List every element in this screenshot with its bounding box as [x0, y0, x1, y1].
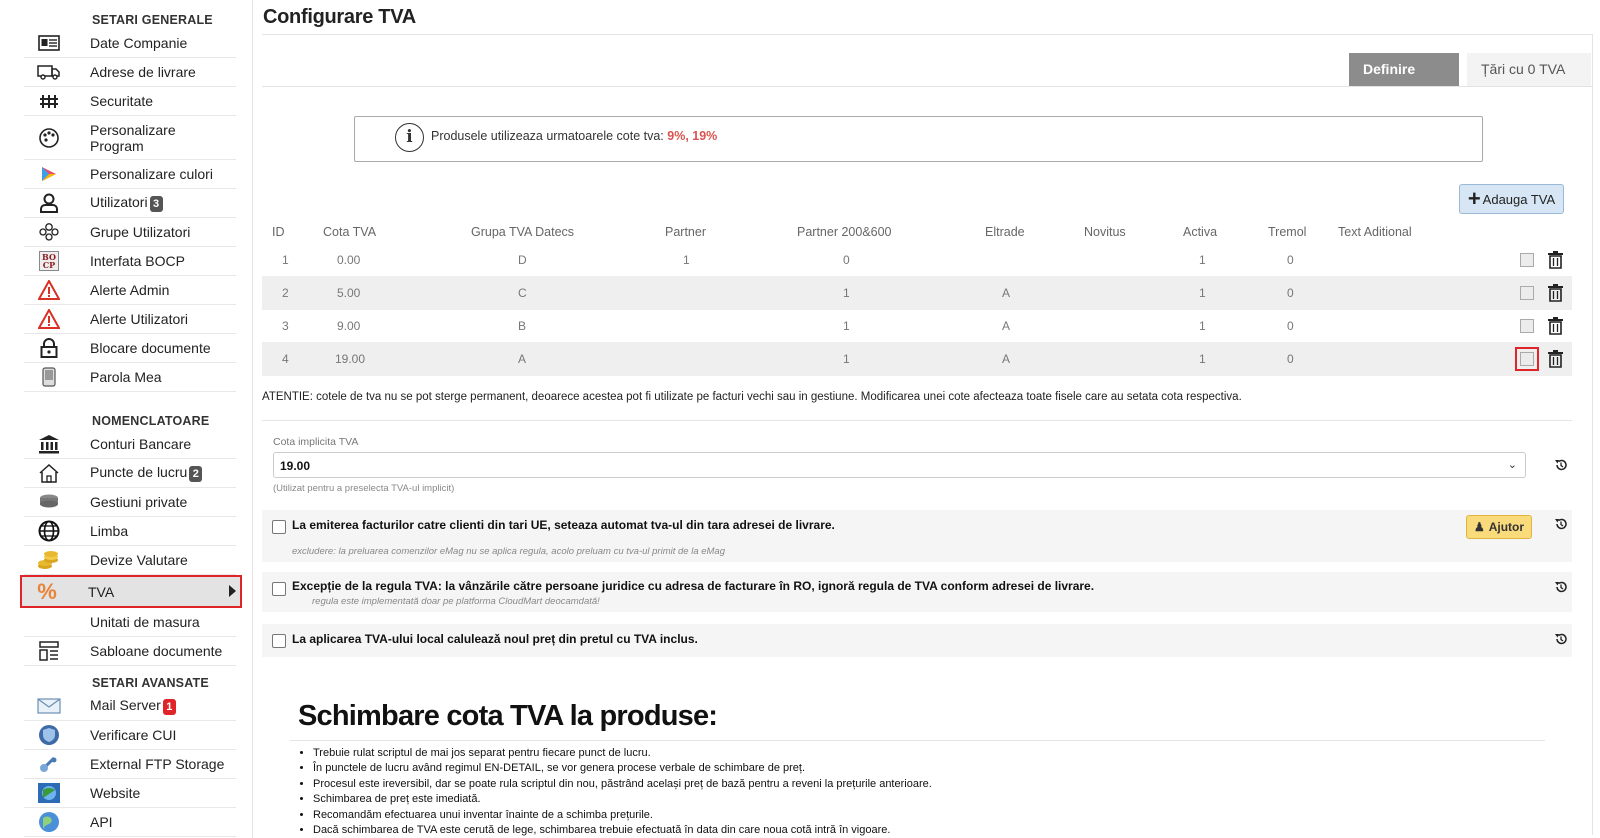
- sidebar-item-utilizatori[interactable]: [24, 189, 236, 218]
- cell-partner: 1: [683, 253, 690, 267]
- id-card-icon: [24, 35, 74, 51]
- help-button[interactable]: [1466, 515, 1532, 539]
- trash-icon[interactable]: [1548, 350, 1563, 368]
- user-group-icon: [24, 222, 74, 242]
- option-text: La aplicarea TVA-ului local caluleazǎ noul preț din pretul cu TVA inclus.: [292, 632, 698, 646]
- phone-icon: [24, 367, 74, 387]
- sidebar-item-label: Adrese de livrare: [90, 64, 196, 80]
- edit-icon[interactable]: [1520, 253, 1534, 267]
- cell-activa: 1: [1199, 253, 1206, 267]
- tab-tari-0-tva[interactable]: Țări cu 0 TVA: [1467, 53, 1591, 86]
- col-header-grupa: Grupa TVA Datecs: [471, 225, 575, 239]
- history-icon[interactable]: [1554, 458, 1568, 472]
- house-icon: [24, 463, 74, 483]
- edit-icon[interactable]: [1520, 319, 1534, 333]
- sidebar-item-sabloane-documente[interactable]: [24, 637, 236, 666]
- page-title: Configurare TVA: [263, 6, 416, 28]
- help-label: Ajutor: [1488, 520, 1525, 534]
- ftp-icon: [24, 754, 74, 774]
- sidebar-item-conturi-bancare[interactable]: [24, 430, 236, 459]
- percent-icon: %: [37, 578, 57, 604]
- option-text: Excepție de la regula TVA: la vânzările către persoane juridice cu adresa de facturare în RO, ignoră regula de TVA conform adresei de livrare.: [292, 579, 1095, 593]
- sidebar-item-label: Alerte Utilizatori: [90, 311, 189, 327]
- mail-icon: [24, 698, 74, 714]
- svg-text:BO: BO: [42, 252, 56, 262]
- cell-eltrade: A: [1002, 352, 1011, 366]
- website-icon: [24, 782, 74, 804]
- fence-icon: [24, 93, 74, 109]
- edit-icon[interactable]: [1520, 352, 1534, 366]
- sidebar-item-tva[interactable]: [20, 575, 242, 608]
- cota-implicita-value: 19.00: [280, 459, 311, 473]
- option-subtext: excludere: la preluarea comenzilor eMag nu se aplica regula, acolo preluam cu tva-ul primit de la eMag: [292, 546, 726, 557]
- sidebar-item-gestiuni-private[interactable]: [24, 488, 236, 517]
- col-header-partner200: Partner 200&600: [797, 225, 892, 239]
- sidebar-item-label: Conturi Bancare: [90, 436, 192, 452]
- warning-text: ATENTIE: cotele de tva nu se pot sterge permanent, deoarece acestea pot fi utilizate pe facturi vechi sau in gestiune. Modificarea unei cote afecteaza toate fisele care au setata cota respectiva.: [262, 391, 1242, 403]
- sidebar-item-label: Alerte Admin: [90, 282, 170, 298]
- list-item: • Schimbarea de preț este imediată.: [313, 792, 932, 807]
- cell-partner200: 1: [843, 286, 850, 300]
- cell-partner200: 0: [843, 253, 850, 267]
- cell-eltrade: A: [1002, 319, 1011, 333]
- chevron-down-icon: ⌄: [1507, 459, 1517, 471]
- sidebar-item-label: Blocare documente: [90, 340, 211, 356]
- cell-cota: 19.00: [335, 352, 366, 366]
- table-row: [262, 244, 1572, 277]
- divider: [290, 740, 1545, 741]
- cell-id: 3: [282, 319, 289, 333]
- count-badge: 1: [163, 699, 176, 715]
- sidebar-item-label: Personalizare Program: [90, 121, 176, 154]
- sidebar-item-unitati-masura[interactable]: [24, 608, 236, 637]
- sidebar-item-label: Parola Mea: [90, 369, 162, 385]
- sidebar-item-limba[interactable]: [24, 517, 236, 546]
- cell-grupa: B: [518, 319, 527, 333]
- sidebar-item-adrese-livrare[interactable]: [24, 58, 236, 87]
- warning-icon: [24, 280, 74, 300]
- trash-icon[interactable]: [1548, 317, 1563, 335]
- sidebar-item-personalizare-culori[interactable]: [24, 160, 236, 189]
- sidebar-item-securitate[interactable]: [24, 87, 236, 116]
- cell-partner200: 1: [843, 352, 850, 366]
- cell-activa: 1: [1199, 286, 1206, 300]
- sidebar-item-api[interactable]: [24, 808, 236, 837]
- sidebar-item-label: Securitate: [90, 93, 154, 109]
- template-icon: [24, 641, 74, 661]
- sidebar-item-label: Interfata BOCP: [90, 253, 185, 269]
- divider: [262, 420, 1572, 421]
- cell-grupa: A: [518, 352, 527, 366]
- cell-id: 4: [282, 352, 289, 366]
- cell-grupa: C: [518, 286, 527, 300]
- info-rates: 9%, 19%: [667, 129, 718, 143]
- cell-cota: 5.00: [337, 286, 361, 300]
- help-person-icon: ♟: [1473, 520, 1485, 534]
- sidebar-item-external-ftp[interactable]: [24, 750, 236, 779]
- sidebar-item-interfata-bocp[interactable]: [24, 247, 236, 276]
- col-header-novitus: Novitus: [1084, 225, 1126, 239]
- sidebar-item-label: Gestiuni private: [90, 494, 188, 510]
- sidebar-item-date-companie[interactable]: [24, 29, 236, 58]
- warning-icon: [24, 309, 74, 329]
- sidebar-item-label: Devize Valutare: [90, 552, 188, 568]
- sidebar-item-blocare-documente[interactable]: [24, 334, 236, 363]
- edit-icon[interactable]: [1520, 286, 1534, 300]
- sidebar-item-label: Verificare CUI: [90, 727, 177, 743]
- sidebar-item-label: Limba: [90, 523, 129, 539]
- option-row-local: [262, 624, 1572, 657]
- sidebar-item-label: Sabloane documente: [90, 643, 223, 659]
- cell-partner200: 1: [843, 319, 850, 333]
- schimbare-list: [299, 746, 932, 838]
- sidebar-item-alerte-utilizatori[interactable]: [24, 305, 236, 334]
- table-row: [262, 310, 1572, 343]
- info-box: [354, 116, 1483, 162]
- history-icon[interactable]: [1554, 517, 1568, 531]
- list-item: • În punctele de lucru având regimul EN-DETAIL, se vor genera procese verbale de schimbare de preț.: [313, 761, 932, 776]
- sidebar-item-label: Mail Server 1: [74, 697, 176, 714]
- section-title-setari-generale: SETARI GENERALE: [92, 13, 213, 27]
- stack-icon: [24, 493, 74, 511]
- sidebar-item-devize-valutare[interactable]: [24, 546, 236, 575]
- table-row: [262, 277, 1572, 310]
- color-shape-icon: [24, 166, 74, 182]
- table-row: [262, 343, 1572, 376]
- coins-icon: [24, 549, 74, 571]
- sidebar-item-verificare-cui[interactable]: [24, 721, 236, 750]
- sidebar-item-parola-mea[interactable]: [24, 363, 236, 392]
- sidebar-item-label: Date Companie: [90, 35, 188, 51]
- sidebar-item-label: Personalizare culori: [90, 166, 213, 182]
- history-icon[interactable]: [1554, 632, 1568, 646]
- cell-tremol: 0: [1287, 319, 1294, 333]
- col-header-tremol: Tremol: [1268, 225, 1307, 239]
- truck-icon: [24, 64, 74, 80]
- option-row-ue: [262, 510, 1572, 562]
- col-header-text-aditional: Text Aditional: [1338, 225, 1412, 239]
- cota-implicita-select[interactable]: [273, 452, 1526, 478]
- info-text: Produsele utilizeaza urmatoarele cote tva: 9%, 19%: [431, 129, 718, 143]
- tab-definire-tva[interactable]: Definire TVA: [1349, 53, 1459, 86]
- sidebar-item-alerte-admin[interactable]: [24, 276, 236, 305]
- svg-text:CP: CP: [42, 260, 56, 270]
- sidebar-item-label: Unitati de masura: [90, 614, 200, 630]
- option-row-exceptie: [262, 572, 1572, 612]
- section-title-nomenclatoare: NOMENCLATOARE: [92, 414, 210, 428]
- cell-tremol: 0: [1287, 253, 1294, 267]
- cell-cota: 9.00: [337, 319, 361, 333]
- checkbox-ue[interactable]: [272, 520, 286, 534]
- sidebar-item-website[interactable]: [24, 779, 236, 808]
- cell-activa: 1: [1199, 319, 1206, 333]
- sidebar-item-label: Website: [90, 785, 141, 801]
- section-title-setari-avansate: SETARI AVANSATE: [92, 676, 209, 690]
- col-header-partner: Partner: [665, 225, 706, 239]
- checkbox-local[interactable]: [272, 634, 286, 648]
- cota-implicita-note: (Utilizat pentru a preselecta TVA-ul implicit): [273, 483, 455, 494]
- api-globe-icon: [24, 811, 74, 833]
- list-item: • Procesul este ireversibil, dar se poate rula scriptul din nou, păstrând același preț de bază pentru a reveni la prețurile anterioare.: [313, 777, 932, 792]
- cell-id: 1: [282, 253, 289, 267]
- sidebar-item-personalizare-program[interactable]: [24, 116, 236, 160]
- tab-divider: [262, 86, 1592, 87]
- cell-tremol: 0: [1287, 286, 1294, 300]
- add-tva-label: Adauga TVA: [1482, 191, 1556, 207]
- count-badge: 3: [150, 196, 163, 212]
- count-badge: 2: [189, 466, 202, 482]
- sidebar-item-label: Puncte de lucru 2: [74, 464, 202, 481]
- lock-icon: [24, 338, 74, 358]
- list-item: • Dacă schimbarea de TVA este cerută de lege, schimbarea trebuie efectuată în data din care noua cotă intră în vigoare.: [313, 823, 932, 838]
- trash-icon[interactable]: [1548, 284, 1563, 302]
- trash-icon[interactable]: [1548, 251, 1563, 269]
- shield-icon: [24, 724, 74, 746]
- list-item: • Trebuie rulat scriptul de mai jos separat pentru fiecare punct de lucru.: [313, 746, 932, 761]
- option-subtext: regula este implementată doar pe platforma CloudMart deocamdată!: [312, 596, 600, 607]
- list-item: • Recomandăm efectuarea unui inventar înainte de a schimba prețurile.: [313, 808, 932, 823]
- sidebar-item-label: TVA: [88, 583, 115, 600]
- sidebar-item-label: Grupe Utilizatori: [90, 224, 191, 240]
- user-icon: [24, 193, 74, 213]
- info-icon: i: [395, 123, 424, 152]
- sidebar: [0, 0, 253, 838]
- sidebar-item-grupe-utilizatori[interactable]: [24, 218, 236, 247]
- history-icon[interactable]: [1554, 580, 1568, 594]
- sidebar-item-label: Utilizatori 3: [74, 194, 163, 211]
- cell-grupa: D: [518, 253, 527, 267]
- globe-icon: [24, 520, 74, 542]
- bocp-icon: [24, 251, 74, 271]
- cell-id: 2: [282, 286, 289, 300]
- cell-eltrade: A: [1002, 286, 1011, 300]
- cota-implicita-label: Cota implicita TVA: [273, 436, 359, 448]
- sidebar-item-puncte-lucru[interactable]: [24, 459, 236, 488]
- cell-cota: 0.00: [337, 253, 361, 267]
- chevron-right-icon: [229, 585, 236, 597]
- cell-activa: 1: [1199, 352, 1206, 366]
- add-tva-button[interactable]: [1459, 184, 1564, 214]
- palette-icon: [24, 127, 74, 149]
- schimbare-title: Schimbare cota TVA la produse:: [298, 700, 718, 732]
- plus-icon: +: [1467, 186, 1481, 211]
- option-text: La emiterea facturilor catre clienti din tari UE, seteaza automat tva-ul din tara adresei de livrare.: [292, 518, 835, 532]
- checkbox-exceptie[interactable]: [272, 582, 286, 596]
- col-header-activa: Activa: [1183, 225, 1218, 239]
- col-header-id: ID: [272, 225, 285, 239]
- sidebar-item-label: External FTP Storage: [90, 756, 225, 772]
- sidebar-item-mail-server[interactable]: [24, 692, 236, 721]
- col-header-cota: Cota TVA: [323, 225, 377, 239]
- col-header-eltrade: Eltrade: [985, 225, 1025, 239]
- cell-tremol: 0: [1287, 352, 1294, 366]
- bank-icon: [24, 434, 74, 454]
- sidebar-item-label: API: [90, 814, 113, 830]
